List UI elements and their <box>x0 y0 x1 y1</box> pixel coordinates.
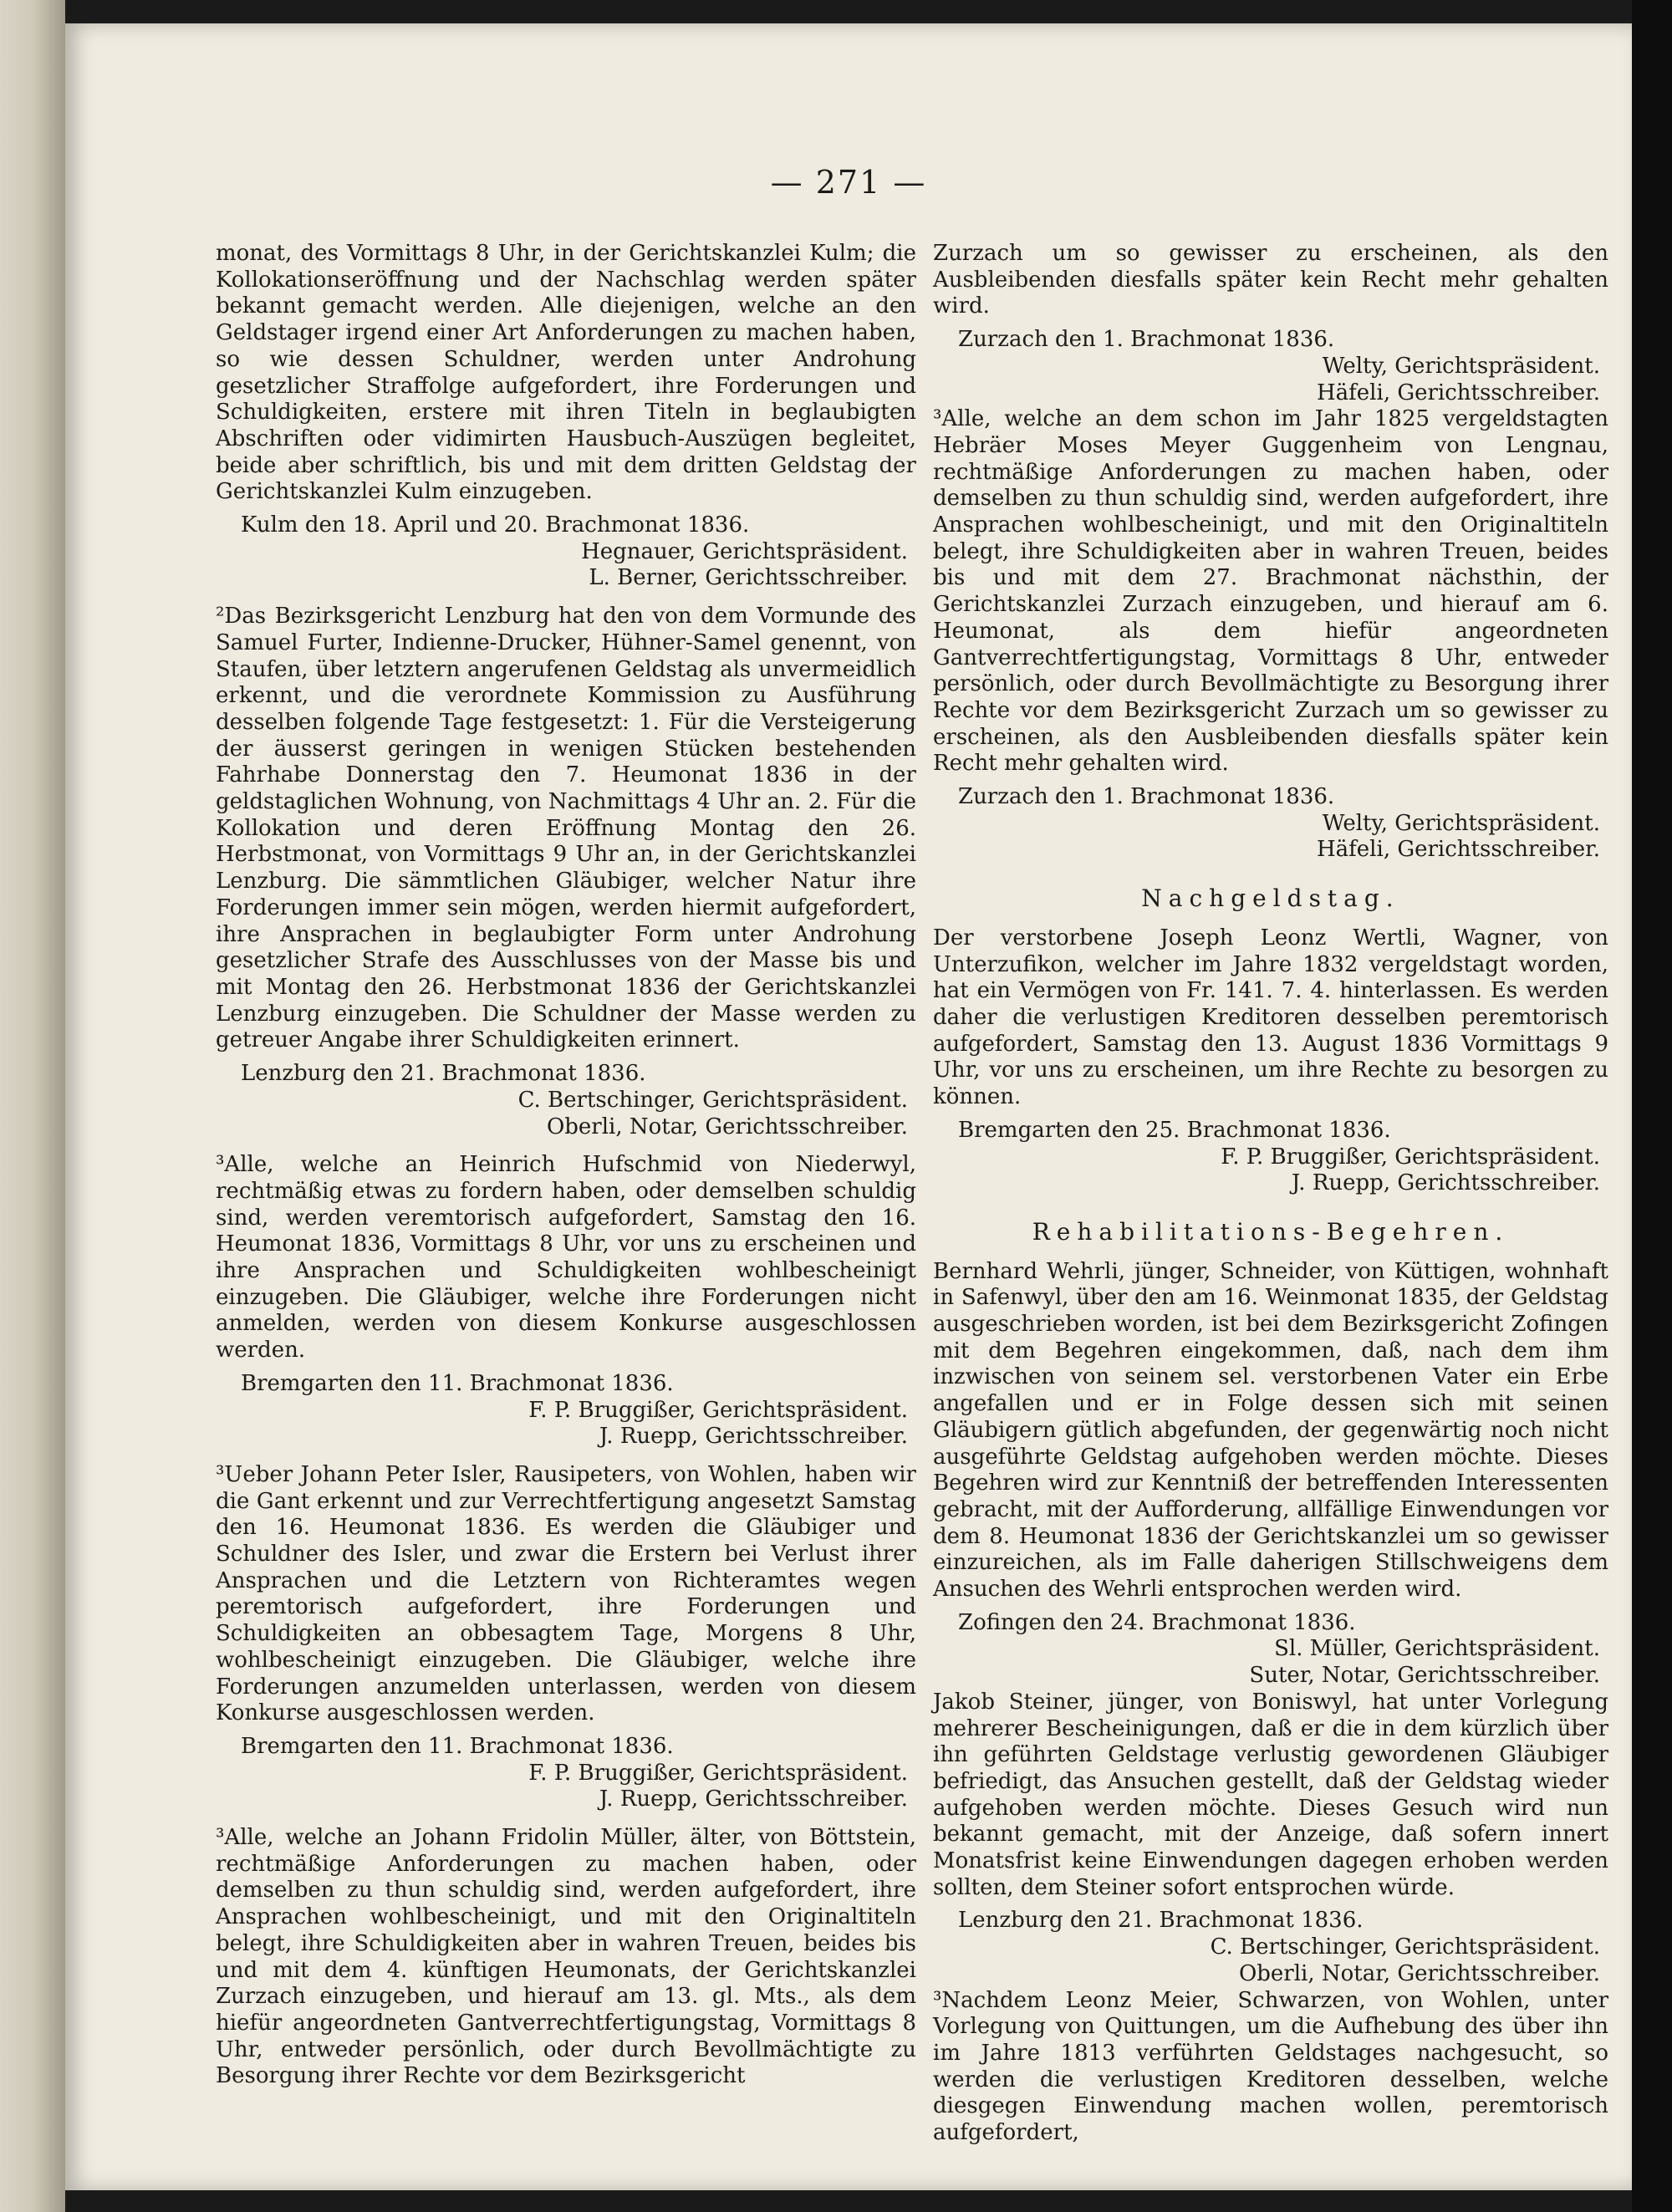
notice-place-date: Bremgarten den 25. Brachmonat 1836. <box>958 1117 1391 1143</box>
notice-signature: Oberli, Notar, Gerichtsschreiber. <box>546 1114 908 1139</box>
notice-paragraph: Zurzach um so gewisser zu erscheinen, als den Ausbleibenden diesfalls später kein Recht mehr gehalten wird. <box>933 241 1608 319</box>
notice-signature: C. Bertschinger, Gerichtspräsident. <box>517 1087 908 1113</box>
notice-paragraph: Jakob Steiner, jünger, von Boniswyl, hat unter Vorlegung mehrerer Bescheinigungen, daß er die in dem kürzlich über ihn geführten Geldstage verlustig gewordenen Gläubiger befriedigt, das Ansuchen gestellt, daß der Geldstag wieder aufgehoben werden möchte. Dieses Gesuch wird nun bekannt gemacht, mit der Anzeige, daß sofern innert Monatsfrist keine Einwendungen dagegen erhoben werden sollten, dem Steiner sofort entsprochen würde. <box>933 1689 1608 1900</box>
notice-paragraph: ³Ueber Johann Peter Isler, Rausipeters, von Wohlen, haben wir die Gant erkennt und zur Verrechtfertigung angesetzt Samstag den 16. Heumonat 1836. Es werden die Gläubiger und Schuldner des Isler, und zwar die Erstern bei Verlust ihrer Ansprachen und die Letztern von Richteramtes wegen peremtorisch aufgefordert, ihre Forderungen und Schuldigkeiten an obbesagtem Tage, Morgens 8 Uhr, wohlbescheinigt einzugeben. Die Gläubiger, welche ihre Forderungen anzumelden unterlassen, werden von diesem Konkurse ausgeschlossen werden. <box>216 1461 916 1726</box>
section-heading: Nachgeldstag. <box>1141 884 1400 913</box>
notice-signature: Häfeli, Gerichtsschreiber. <box>1317 380 1600 405</box>
notice-paragraph: Der verstorbene Joseph Leonz Wertli, Wagner, von Unterzufikon, welcher im Jahre 1832 vergeldstagt worden, hat ein Vermögen von Fr. 141. 7. 4. hinterlassen. Es werden daher die verlustigen Kreditoren desselben peremtorisch aufgefordert, Samstag den 13. August 1836 Vormittags 9 Uhr, vor uns zu erscheinen, um ihre Rechte zu besorgen zu können. <box>933 925 1608 1110</box>
section-heading: Rehabilitations-Begehren. <box>1032 1217 1510 1246</box>
notice-signature: F. P. Bruggißer, Gerichtspräsident. <box>528 1760 908 1786</box>
notice-signature: Welty, Gerichtspräsident. <box>1322 810 1600 836</box>
notice-place-date: Zofingen den 24. Brachmonat 1836. <box>958 1609 1356 1635</box>
notice-signature: J. Ruepp, Gerichtsschreiber. <box>1291 1170 1600 1196</box>
notice-signature: F. P. Bruggißer, Gerichtspräsident. <box>528 1397 908 1423</box>
left-column <box>216 241 916 2090</box>
notice-place-date: Zurzach den 1. Brachmonat 1836. <box>958 327 1335 353</box>
notice-place-date: Bremgarten den 11. Brachmonat 1836. <box>241 1370 674 1396</box>
notice-paragraph: ³Alle, welche an Johann Fridolin Müller, älter, von Böttstein, rechtmäßige Anforderungen zu machen haben, oder demselben zu thun schuldig sind, werden aufgefordert, ihre Ansprachen wohlbescheinigt, und mit den Originaltiteln belegt, ihre Schuldigkeiten aber in wahren Treuen, beides bis und mit dem 4. künftigen Heumonats, der Gerichtskanzlei Zurzach einzugeben, und hierauf am 13. gl. Mts., als dem hiefür angeordneten Gantverrechtfertigungstag, Vormittags 8 Uhr, entweder persönlich, oder durch Bevollmächtigte zu Besorgung ihrer Rechte vor dem Bezirksgericht <box>216 1825 916 2089</box>
newspaper-page <box>65 23 1632 2190</box>
notice-paragraph: ³Nachdem Leonz Meier, Schwarzen, von Wohlen, unter Vorlegung von Quittungen, um die Aufhebung des über ihn im Jahre 1813 verführten Geldstages nachgesucht, so werden die verlustigen Kreditoren desselben, welche diesgegen Einwendung machen wollen, peremtorisch aufgefordert, <box>933 1987 1608 2146</box>
notice-paragraph: ³Alle, welche an Heinrich Hufschmid von Niederwyl, rechtmäßig etwas zu fordern haben, oder demselben schuldig sind, werden veremtorisch aufgefordert, Samstag den 16. Heumonat 1836, Vormittags 8 Uhr, vor uns zu erscheinen und ihre Ansprachen und Schuldigkeiten wohlbescheinigt einzugeben. Die Gläubiger, welche ihre Forderungen nicht anmelden, werden von diesem Konkurse ausgeschlossen werden. <box>216 1152 916 1363</box>
notice-paragraph: ²Das Bezirksgericht Lenzburg hat den von dem Vormunde des Samuel Furter, Indienne-Drucker, Hühner-Samel genennt, von Staufen, über letztern angerufenen Geldstag als unvermeidlich erkennt, und die verordnete Kommission zu Ausführung desselben folgende Tage festgesetzt: 1. Für die Versteigerung der äusserst geringen in wenigen Stücken bestehenden Fahrhabe Donnerstag den 7. Heumonat 1836 in der geldstaglichen Wohnung, von Nachmittags 4 Uhr an. 2. Für die Kollokation und deren Eröffnung Montag den 26. Herbstmonat, von Vormittags 9 Uhr an, in der Gerichtskanzlei Lenzburg. Die sämmtlichen Gläubiger, welcher Natur ihre Forderungen immer sein mögen, werden hiermit aufgefordert, ihre Ansprachen in beglaubigter Form unter Androhung gesetzlicher Strafe des Ausschlusses von der Masse bis und mit Montag den 26. Herbstmonat 1836 der Gerichtskanzlei Lenzburg einzugeben. Die Schuldner der Masse werden zu getreuer Angabe ihrer Schuldigkeiten erinnert. <box>216 604 916 1053</box>
notice-signature: C. Bertschinger, Gerichtspräsident. <box>1210 1934 1600 1960</box>
notice-signature: F. P. Bruggißer, Gerichtspräsident. <box>1221 1144 1600 1170</box>
notice-signature: Sl. Müller, Gerichtspräsident. <box>1274 1636 1600 1662</box>
notice-place-date: Lenzburg den 21. Brachmonat 1836. <box>958 1908 1364 1934</box>
notice-signature: Welty, Gerichtspräsident. <box>1322 353 1600 379</box>
notice-place-date: Bremgarten den 11. Brachmonat 1836. <box>241 1733 674 1759</box>
notice-paragraph: ³Alle, welche an dem schon im Jahr 1825 vergeldstagten Hebräer Moses Meyer Guggenheim von Lengnau, rechtmäßige Anforderungen zu machen haben, oder demselben zu thun schuldig sind, werden aufgefordert, ihre Ansprachen wohlbescheinigt, und mit den Originaltiteln belegt, ihre Schuldigkeiten aber in wahren Treuen, beides bis und mit dem 27. Brachmonat nächsthin, der Gerichtskanzlei Zurzach einzugeben, und hierauf am 6. Heumonat, als dem hiefür angeordneten Gantverrechtfertigungstag, Vormittags 8 Uhr, entweder persönlich, oder durch Bevollmächtigte zu Besorgung ihrer Rechte vor dem Bezirksgericht Zurzach um so gewisser zu erscheinen, als den Ausbleibenden diesfalls später kein Recht mehr gehalten wird. <box>933 406 1608 777</box>
notice-signature: J. Ruepp, Gerichtsschreiber. <box>599 1786 908 1812</box>
book-spine <box>0 0 65 2212</box>
page-number: — 271 — <box>770 164 927 201</box>
right-column <box>933 241 1608 2146</box>
notice-signature: Hegnauer, Gerichtspräsident. <box>581 538 908 564</box>
notice-place-date: Zurzach den 1. Brachmonat 1836. <box>958 784 1335 810</box>
notice-signature: Suter, Notar, Gerichtsschreiber. <box>1249 1663 1600 1689</box>
notice-paragraph: Bernhard Wehrli, jünger, Schneider, von Küttigen, wohnhaft in Safenwyl, über den am 16. Weinmonat 1835, der Geldstag ausgeschrieben worden, ist bei dem Bezirksgericht Zofingen mit dem Begehren eingekommen, daß, nach dem ihm inzwischen von seinem sel. verstorbenen Vater ein Erbe angefallen und er in Folge dessen sich mit seinen Gläubigern gütlich abgefunden, der gegenwärtig noch nicht ausgeführte Geldstag aufgehoben werden möchte. Dieses Begehren wird zur Kenntniß der betreffenden Interessenten gebracht, mit der Aufforderung, allfällige Einwendungen vor dem 8. Heumonat 1836 der Gerichtskanzlei um so gewisser einzureichen, als im Falle daherigen Stillschweigens dem Ansuchen des Wehrli entsprochen werden wird. <box>933 1258 1608 1603</box>
notice-place-date: Lenzburg den 21. Brachmonat 1836. <box>241 1061 646 1087</box>
notice-signature: Häfeli, Gerichtsschreiber. <box>1317 837 1600 863</box>
notice-paragraph: monat, des Vormittags 8 Uhr, in der Gerichtskanzlei Kulm; die Kollokationseröffnung und der Nachschlag werden später bekannt gemacht werden. Alle diejenigen, welche an den Geldstager irgend einer Art Anforderungen zu machen haben, so wie dessen Schuldner, werden unter Androhung gesetzlicher Straffolge aufgefordert, ihre Forderungen und Schuldigkeiten, erstere mit ihren Titeln in beglaubigten Abschriften oder vidimirten Hausbuch-Auszügen begleitet, beide aber schriftlich, bis und mit dem dritten Geldstag der Gerichtskanzlei Kulm einzugeben. <box>216 241 916 505</box>
notice-signature: L. Berner, Gerichtsschreiber. <box>589 565 908 591</box>
scan-edge <box>1632 0 1672 2212</box>
notice-place-date: Kulm den 18. April und 20. Brachmonat 1836. <box>241 512 750 538</box>
notice-signature: Oberli, Notar, Gerichtsschreiber. <box>1238 1960 1600 1986</box>
notice-signature: J. Ruepp, Gerichtsschreiber. <box>599 1424 908 1450</box>
